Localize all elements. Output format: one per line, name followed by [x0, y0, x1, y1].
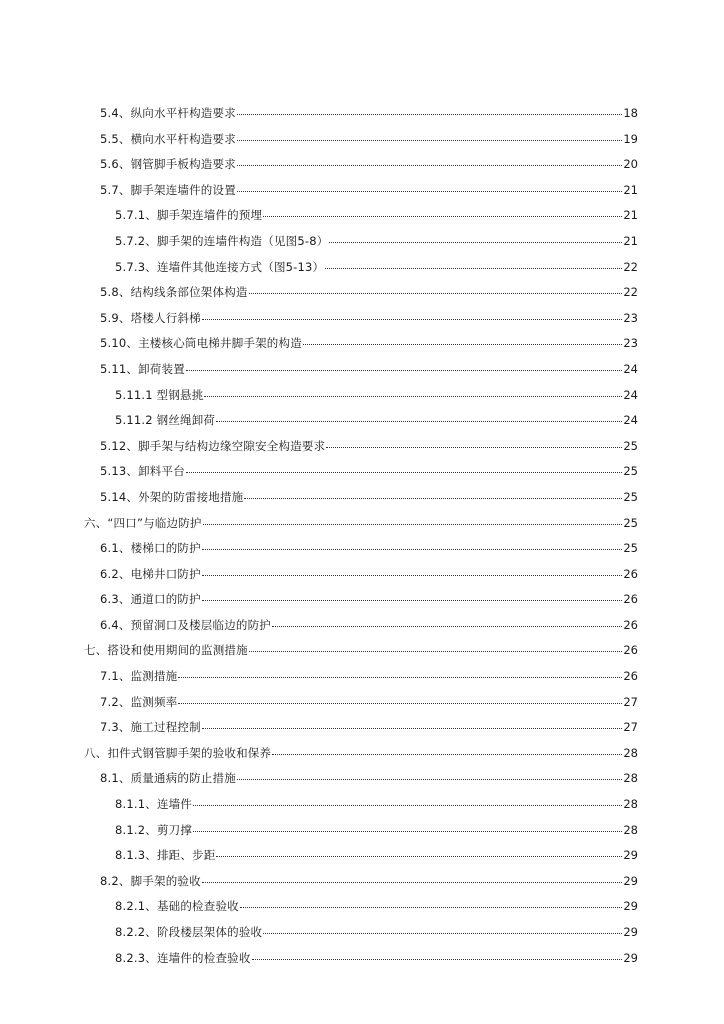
- toc-entry-page-number: 29: [623, 873, 638, 888]
- toc-entry[interactable]: [0, 741, 724, 767]
- toc-dot-leader: [237, 105, 622, 117]
- toc-entry[interactable]: [0, 690, 724, 716]
- toc-entry-title: 5.7、脚手架连墙件的设置: [100, 182, 236, 197]
- toc-entry-title: 5.13、卸料平台: [100, 464, 185, 479]
- toc-entry[interactable]: [0, 638, 724, 664]
- toc-entry-page-number: 24: [623, 387, 638, 402]
- toc-dot-leader: [325, 259, 622, 271]
- toc-dot-leader: [249, 284, 623, 296]
- toc-entry-title: 6.1、楼梯口的防护: [100, 541, 201, 556]
- toc-entry-title: 5.4、纵向水平杆构造要求: [100, 106, 236, 120]
- toc-dot-leader: [237, 156, 622, 168]
- toc-entry-title: 5.5、横向水平杆构造要求: [100, 131, 236, 146]
- toc-dot-leader: [303, 335, 622, 347]
- toc-entry-page-number: 25: [623, 438, 638, 453]
- toc-dot-leader: [204, 387, 622, 399]
- toc-dot-leader: [202, 310, 623, 322]
- toc-entry-page-number: 26: [623, 617, 638, 632]
- toc-dot-leader: [202, 591, 623, 603]
- toc-entry[interactable]: [0, 536, 724, 562]
- toc-entry-title: 8.1.3、排距、步距: [115, 848, 216, 863]
- toc-entry-page-number: 26: [623, 669, 638, 684]
- toc-dot-leader: [244, 489, 622, 501]
- toc-entry-title: 5.11.1 型钢悬挑: [115, 387, 204, 402]
- toc-entry-title: 5.14、外架的防雷接地措施: [100, 489, 244, 504]
- toc-entry-title: 5.10、主楼核心筒电梯井脚手架的构造: [100, 336, 302, 351]
- toc-entry[interactable]: [0, 715, 724, 741]
- toc-entry-title: 8.1、质量通病的防止措施: [100, 771, 236, 786]
- toc-entry[interactable]: [0, 127, 724, 153]
- toc-entry-title: 八、扣件式钢管脚手架的验收和保养: [84, 745, 272, 760]
- table-of-contents: [0, 101, 724, 971]
- toc-entry[interactable]: [0, 664, 724, 690]
- toc-entry[interactable]: [0, 766, 724, 792]
- toc-entry-title: 8.2.1、基础的检查验收: [115, 899, 239, 914]
- toc-entry-title: 8.1.1、连墙件: [115, 797, 193, 812]
- toc-dot-leader: [263, 924, 622, 936]
- toc-entry[interactable]: [0, 229, 724, 255]
- toc-entry-title: 5.6、钢管脚手板构造要求: [100, 157, 236, 172]
- toc-entry-title: 5.11.2 钢丝绳卸荷: [115, 413, 216, 428]
- toc-entry[interactable]: [0, 280, 724, 306]
- toc-entry[interactable]: [0, 587, 724, 613]
- toc-entry-page-number: 29: [623, 848, 638, 863]
- toc-entry-page-number: 29: [623, 899, 638, 914]
- toc-dot-leader: [249, 642, 623, 654]
- toc-entry-page-number: 27: [623, 694, 638, 709]
- toc-dot-leader: [202, 873, 623, 885]
- toc-entry-page-number: 25: [623, 464, 638, 479]
- toc-dot-leader: [252, 950, 623, 962]
- toc-entry-page-number: 26: [623, 643, 638, 658]
- toc-entry[interactable]: [0, 306, 724, 332]
- toc-entry-title: 5.8、结构线条部位架体构造: [100, 285, 248, 300]
- toc-entry-page-number: 23: [623, 310, 638, 325]
- toc-entry-page-number: 28: [623, 745, 638, 760]
- toc-dot-leader: [203, 515, 623, 527]
- toc-dot-leader: [326, 438, 622, 450]
- toc-entry-title: 七、搭设和使用期间的监测措施: [84, 643, 248, 658]
- toc-entry[interactable]: [0, 920, 724, 946]
- toc-dot-leader: [178, 668, 622, 680]
- toc-entry-page-number: 22: [623, 259, 638, 274]
- toc-entry[interactable]: [0, 178, 724, 204]
- toc-entry[interactable]: [0, 792, 724, 818]
- toc-entry[interactable]: [0, 946, 724, 972]
- toc-entry-page-number: 24: [623, 361, 638, 376]
- toc-entry-page-number: 21: [623, 182, 638, 197]
- toc-entry[interactable]: [0, 613, 724, 639]
- toc-entry-page-number: 24: [623, 413, 638, 428]
- toc-entry[interactable]: [0, 894, 724, 920]
- toc-entry[interactable]: [0, 485, 724, 511]
- toc-entry-title: 8.2、脚手架的验收: [100, 873, 201, 888]
- toc-entry[interactable]: [0, 152, 724, 178]
- toc-dot-leader: [329, 233, 622, 245]
- toc-entry-title: 5.7.1、脚手架连墙件的预埋: [115, 208, 263, 223]
- toc-entry[interactable]: [0, 101, 724, 127]
- toc-entry-page-number: 22: [623, 285, 638, 300]
- toc-entry-page-number: 25: [623, 489, 638, 504]
- toc-dot-leader: [202, 719, 623, 731]
- toc-entry[interactable]: [0, 434, 724, 460]
- toc-entry-page-number: 26: [623, 592, 638, 607]
- toc-dot-leader: [202, 540, 623, 552]
- toc-entry[interactable]: [0, 818, 724, 844]
- toc-entry-title: 8.2.2、阶段楼层架体的验收: [115, 925, 263, 939]
- toc-entry-page-number: 21: [623, 208, 638, 223]
- toc-dot-leader: [216, 847, 622, 859]
- toc-entry-page-number: 20: [623, 157, 638, 172]
- toc-dot-leader: [237, 770, 622, 782]
- toc-entry-page-number: 19: [623, 131, 638, 146]
- toc-entry-page-number: 27: [623, 720, 638, 735]
- toc-entry[interactable]: [0, 357, 724, 383]
- toc-entry[interactable]: [0, 511, 724, 537]
- toc-entry[interactable]: [0, 383, 724, 409]
- toc-entry-page-number: 26: [623, 566, 638, 581]
- toc-dot-leader: [272, 617, 622, 629]
- toc-dot-leader: [193, 796, 622, 808]
- toc-dot-leader: [216, 412, 622, 424]
- toc-entry-title: 5.7.2、脚手架的连墙件构造（见图5-8）: [115, 233, 329, 248]
- toc-dot-leader: [263, 207, 622, 219]
- toc-entry-title: 7.1、监测措施: [100, 669, 178, 684]
- toc-entry-title: 7.3、施工过程控制: [100, 720, 201, 735]
- toc-entry-title: 6.3、通道口的防护: [100, 592, 201, 607]
- toc-dot-leader: [178, 694, 622, 706]
- toc-entry-page-number: 28: [623, 822, 638, 837]
- toc-entry[interactable]: [0, 869, 724, 895]
- toc-entry-title: 8.2.3、连墙件的检查验收: [115, 950, 251, 965]
- toc-entry-title: 6.2、电梯井口防护: [100, 566, 201, 581]
- toc-entry-page-number: 28: [623, 797, 638, 812]
- toc-dot-leader: [272, 745, 622, 757]
- toc-entry-title: 6.4、预留洞口及楼层临边的防护: [100, 617, 271, 632]
- toc-dot-leader: [193, 822, 622, 834]
- toc-entry[interactable]: [0, 203, 724, 229]
- toc-entry-page-number: 29: [623, 925, 638, 939]
- toc-entry[interactable]: [0, 562, 724, 588]
- toc-dot-leader: [237, 182, 622, 194]
- toc-dot-leader: [237, 131, 622, 143]
- toc-entry[interactable]: [0, 255, 724, 281]
- toc-entry-title: 5.7.3、连墙件其他连接方式（图5-13）: [115, 259, 325, 274]
- toc-entry-title: 六、“四口”与临边防护: [84, 515, 202, 530]
- toc-entry[interactable]: [0, 331, 724, 357]
- toc-dot-leader: [240, 898, 622, 910]
- toc-entry-page-number: 29: [623, 950, 638, 965]
- toc-entry-title: 5.11、卸荷装置: [100, 361, 185, 376]
- toc-entry-page-number: 25: [623, 515, 638, 530]
- toc-entry-page-number: 18: [623, 106, 638, 120]
- toc-dot-leader: [202, 566, 623, 578]
- toc-entry-title: 7.2、监测频率: [100, 694, 178, 709]
- toc-entry-page-number: 23: [623, 336, 638, 351]
- toc-entry-page-number: 21: [623, 233, 638, 248]
- toc-entry[interactable]: [0, 408, 724, 434]
- toc-entry-title: 5.9、塔楼人行斜梯: [100, 310, 201, 325]
- toc-entry[interactable]: [0, 459, 724, 485]
- toc-dot-leader: [186, 463, 622, 475]
- toc-entry-title: 5.12、脚手架与结构边缘空隙安全构造要求: [100, 438, 326, 453]
- toc-entry-page-number: 25: [623, 541, 638, 556]
- toc-entry[interactable]: [0, 843, 724, 869]
- toc-entry-title: 8.1.2、剪刀撑: [115, 822, 193, 837]
- toc-entry-page-number: 28: [623, 771, 638, 786]
- toc-dot-leader: [186, 361, 622, 373]
